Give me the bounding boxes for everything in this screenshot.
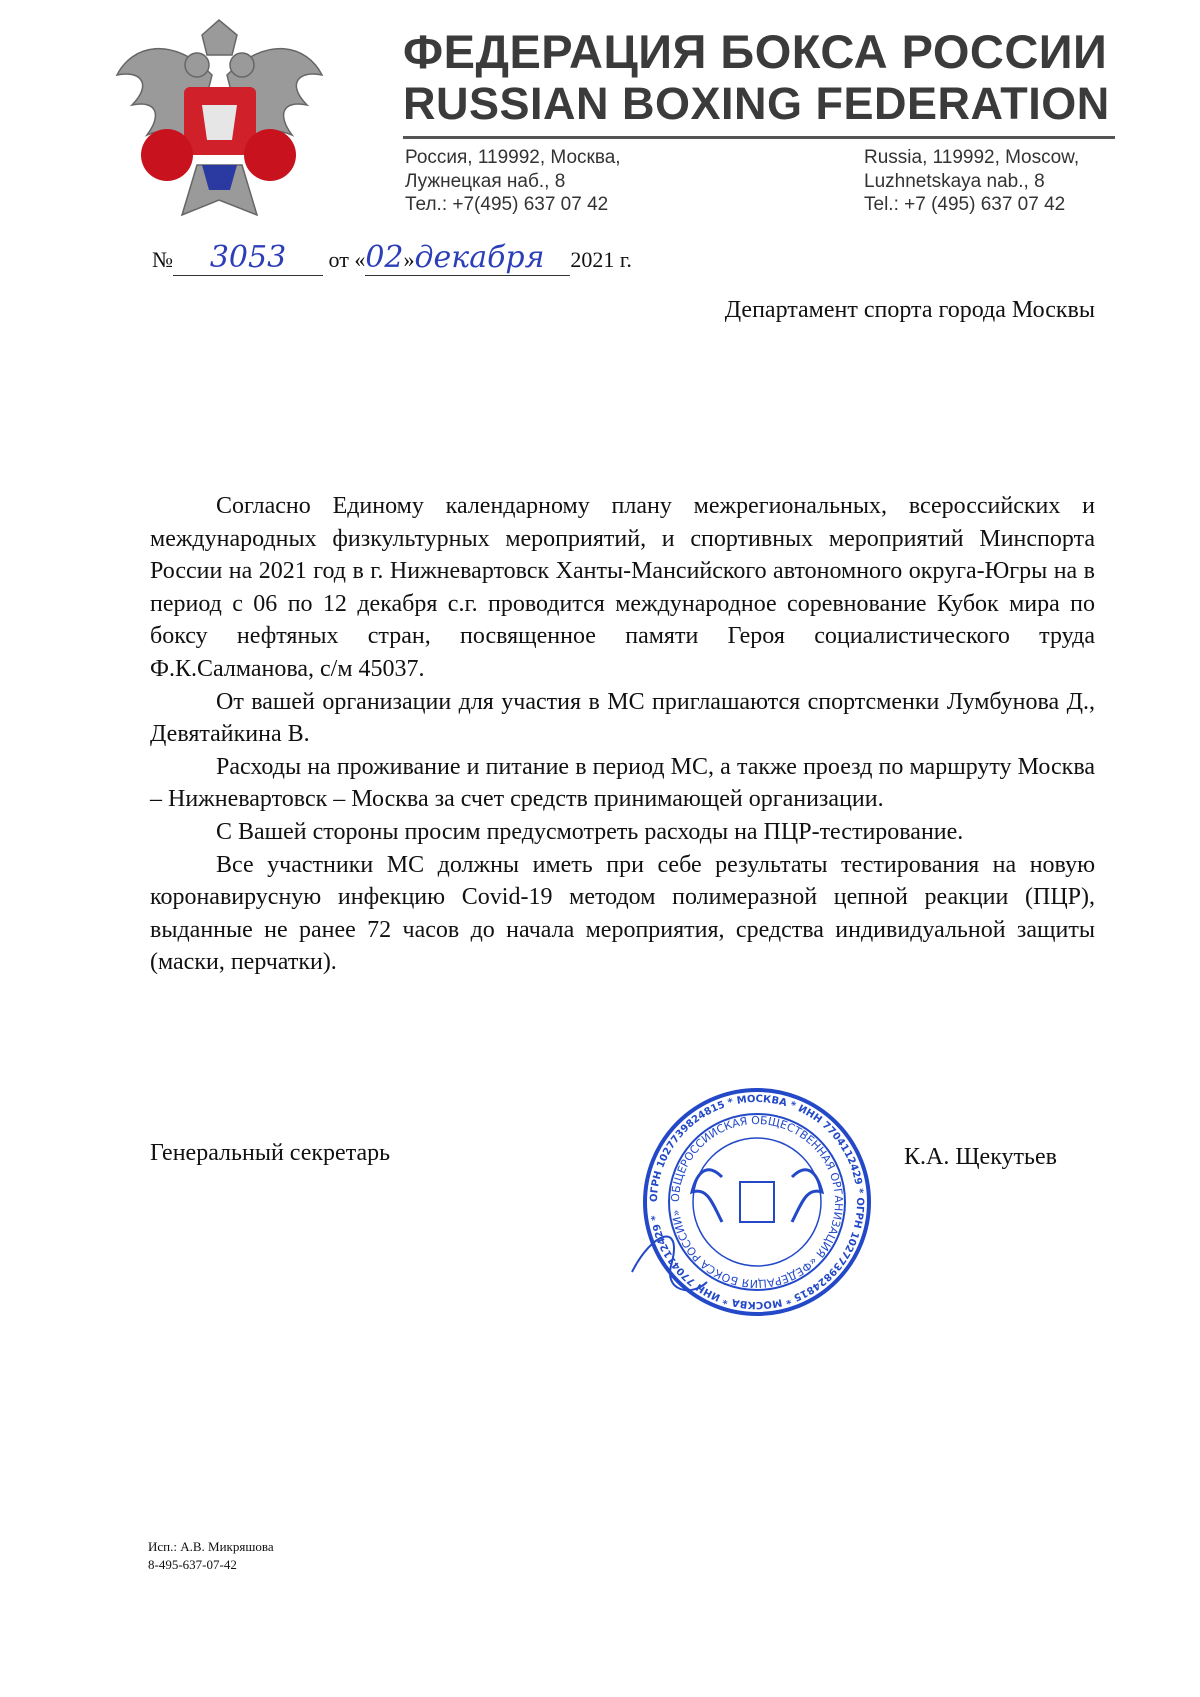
official-stamp-icon xyxy=(612,1082,882,1322)
reference-month: декабря xyxy=(414,240,545,275)
paragraph: Расходы на проживание и питание в период МС, а также проезд по маршруту Москва – Нижневартовск – Москва за счет средств принимающей организации. xyxy=(150,753,1095,813)
reference-year: 2021 г. xyxy=(570,247,632,272)
letter-body xyxy=(150,490,1095,979)
signatory-name: К.А. Щекутьев xyxy=(904,1144,1057,1170)
address-en xyxy=(864,146,1079,217)
paragraph: Все участники МС должны иметь при себе результаты тестирования на новую коронавирусную инфекцию Covid-19 методом полимеразной цепной реакции (ПЦР), выданные не ранее 72 часов до начала мероприятия, средства индивидуальной защиты (маски, перчатки). xyxy=(150,851,1095,976)
reference-day: 02 xyxy=(365,240,404,275)
coat-of-arms-logo-icon xyxy=(112,15,327,225)
letterhead-divider xyxy=(403,136,1115,139)
stamp-outer-text: ОГРН 1027739824815 * МОСКВА * ИНН 7704112429 * ОГРН 1027739824815 * МОСКВА * ИНН 7704112429 * xyxy=(648,1093,866,1311)
executor: Исп.: А.В. Микряшова xyxy=(148,1539,274,1554)
address-line: Tel.: +7 (495) 637 07 42 xyxy=(864,194,1066,215)
addressee: Департамент спорта города Москвы xyxy=(724,297,1095,323)
address-line: Россия, 119992, Москва, xyxy=(405,147,621,168)
signatory-position: Генеральный секретарь xyxy=(150,1140,391,1166)
paragraph: Согласно Единому календарному плану межрегиональных, всероссийских и международных физкультурных мероприятий, и спортивных мероприятий Минспорта России на 2021 год в г. Нижневартовск Ханты-Мансийского автономного округа-Югры на в период с 06 по 12 декабря с.г. проводится международное соревнование Кубок мира по боксу нефтяных стран, посвященное памяти Героя социалистического труда Ф.К.Салманова, с/м 45037. xyxy=(150,493,1095,682)
address-line: Russia, 119992, Moscow, xyxy=(864,147,1080,168)
footer xyxy=(148,1538,274,1574)
reference-number: 3053 xyxy=(209,240,287,275)
address-line: Тел.: +7(495) 637 07 42 xyxy=(405,194,609,215)
paragraph: От вашей организации для участия в МС приглашаются спортсменки Лумбунова Д., Девятайкина В. xyxy=(150,688,1095,748)
address-line: Luzhnetskaya nab., 8 xyxy=(864,170,1045,192)
number-label: № xyxy=(152,247,173,272)
address-ru xyxy=(405,146,621,217)
day-close: » xyxy=(403,247,415,272)
from-label: от « xyxy=(328,247,366,272)
stamp-inner-text: ОБЩЕРОССИЙСКАЯ ОБЩЕСТВЕННАЯ ОРГАНИЗАЦИЯ «ФЕДЕРАЦИЯ БОКСА РОССИИ» xyxy=(668,1113,846,1291)
letterhead-title-ru: ФЕДЕРАЦИЯ БОКСА РОССИИ xyxy=(403,25,1108,78)
letterhead-title-en: RUSSIAN BOXING FEDERATION xyxy=(403,78,1110,129)
reference-line xyxy=(152,240,632,276)
address-line: Лужнецкая наб., 8 xyxy=(405,170,566,192)
paragraph: С Вашей стороны просим предусмотреть расходы на ПЦР-тестирование. xyxy=(216,818,964,845)
executor-phone: 8-495-637-07-42 xyxy=(148,1557,237,1572)
